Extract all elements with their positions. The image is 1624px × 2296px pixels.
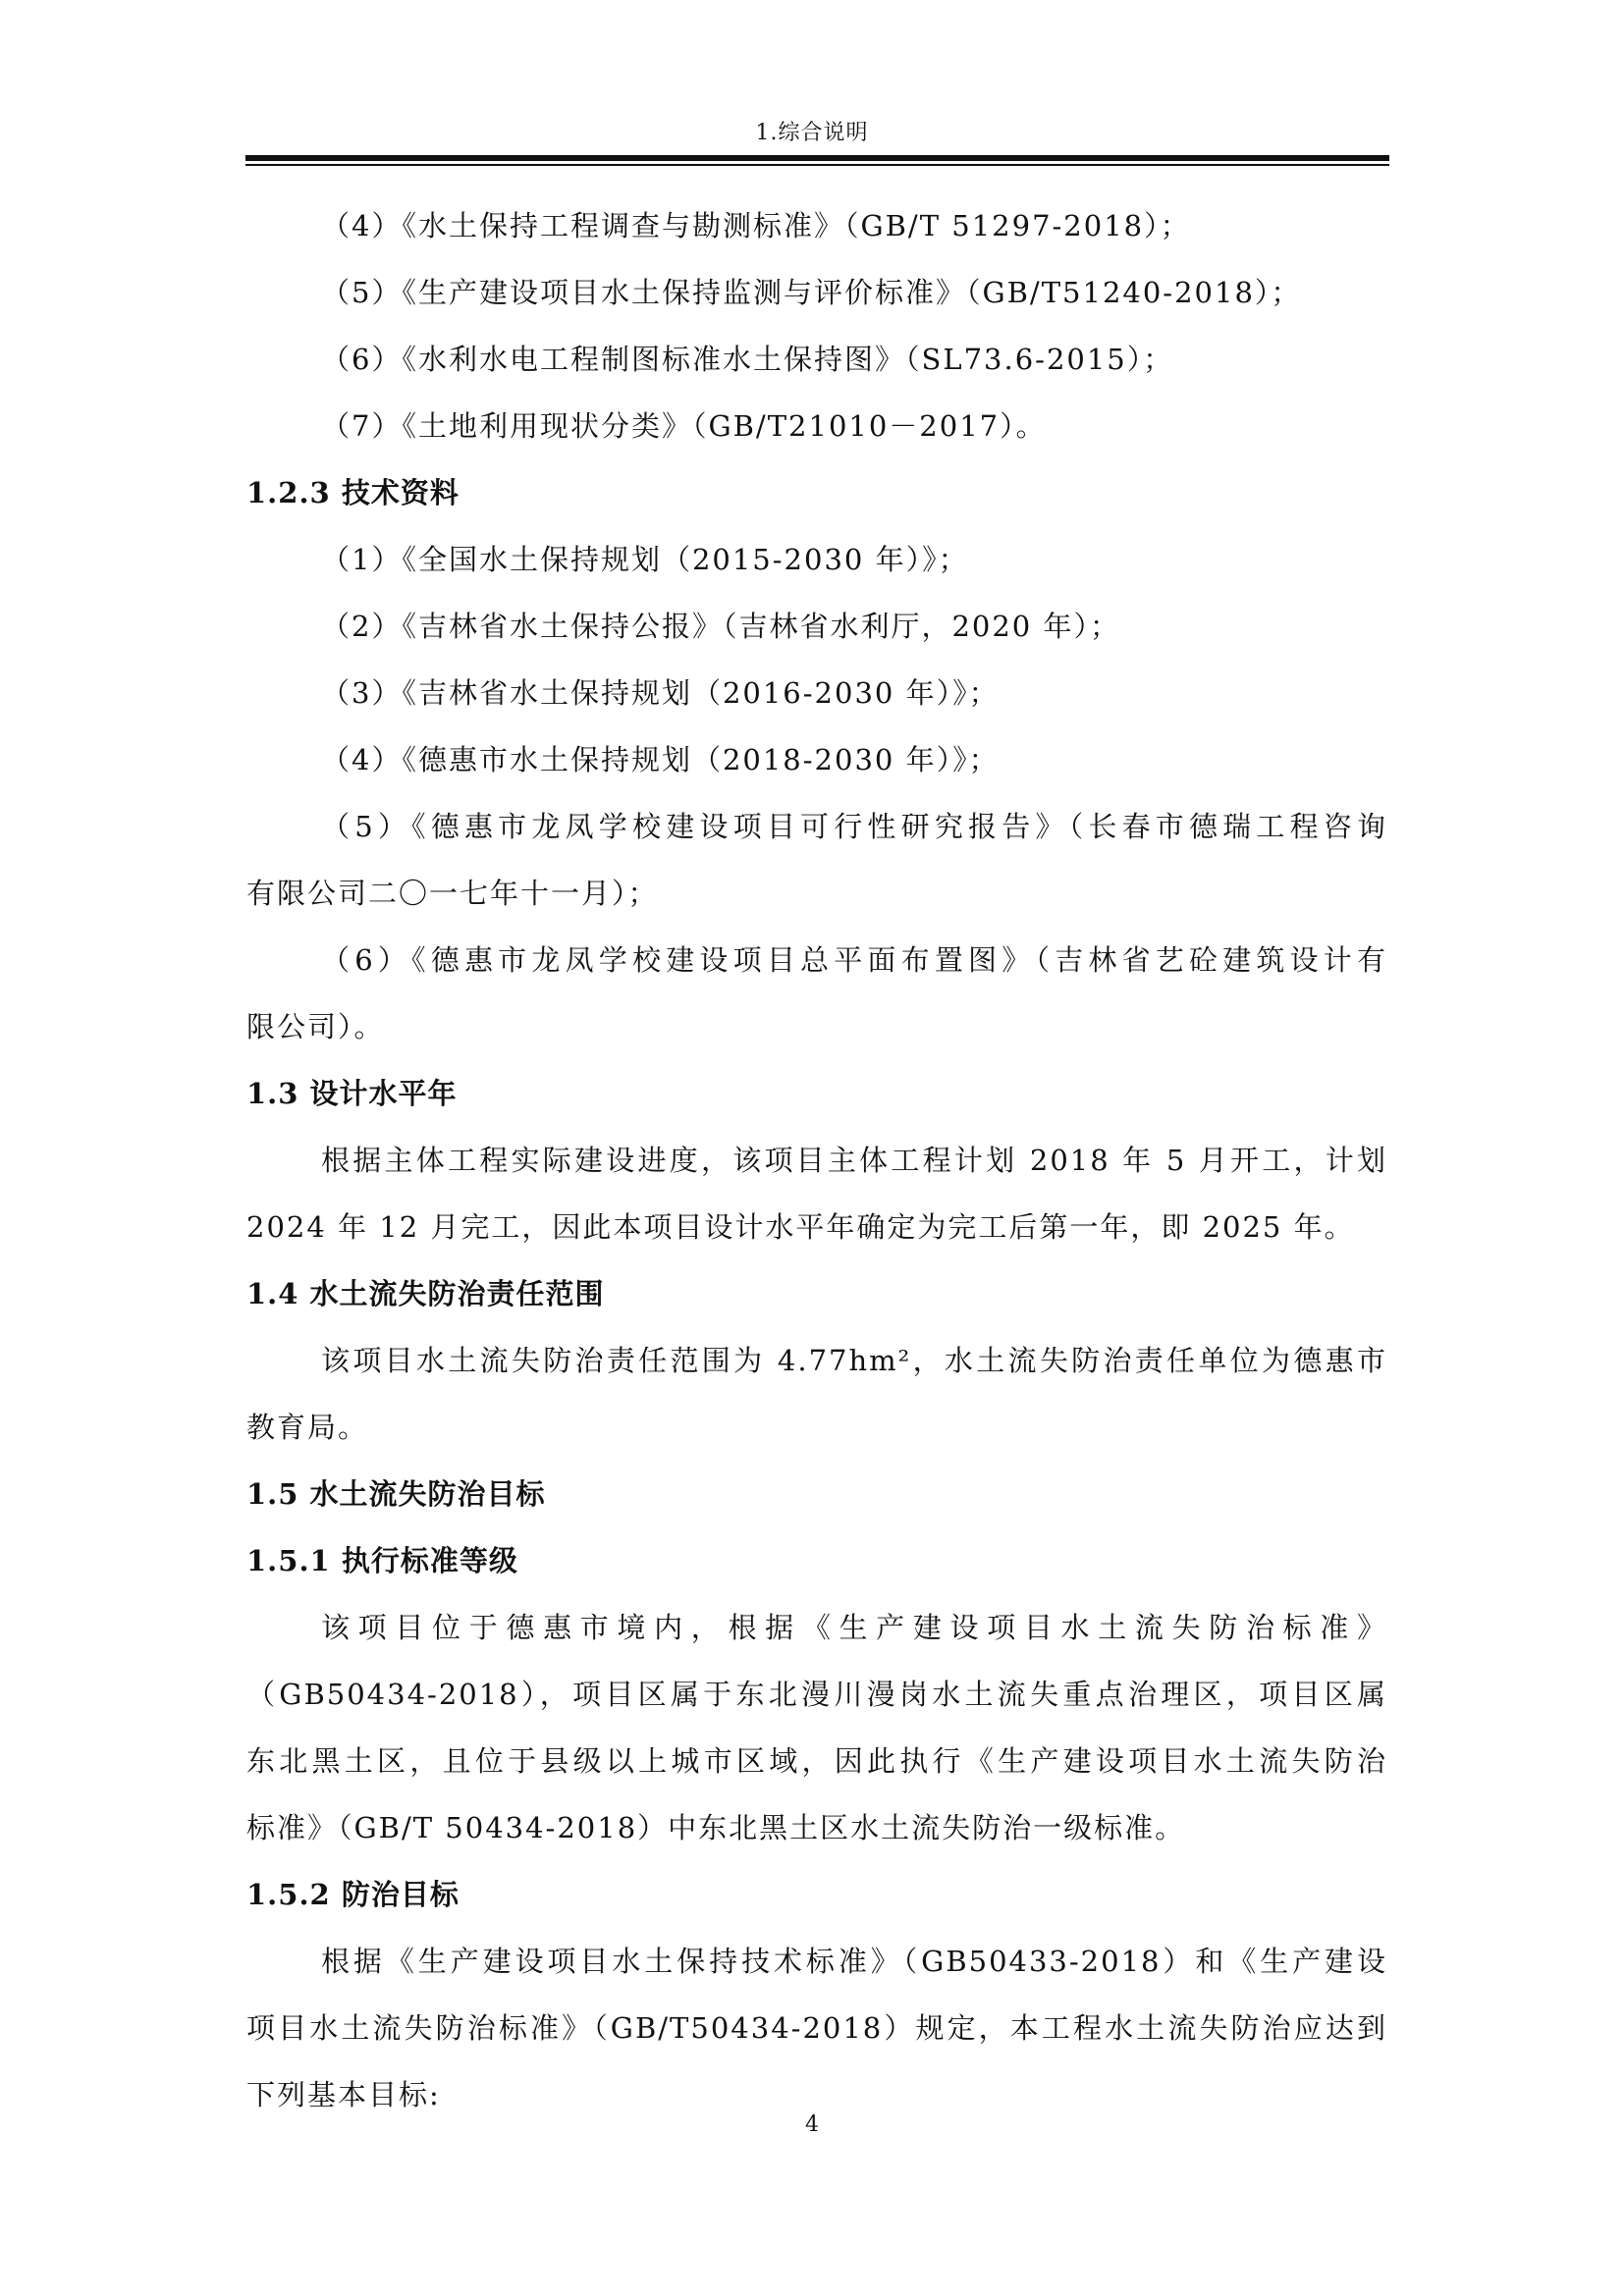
technical-material-item-3: （3）《吉林省水土保持规划（2016-2030 年）》；	[321, 676, 1000, 710]
technical-material-item-1: （1）《全国水土保持规划（2015-2030 年）》；	[321, 543, 969, 576]
technical-material-item-5-line-2: 有限公司二〇一七年十一月）；	[246, 877, 659, 910]
section-heading-1-3: 1.3 设计水平年	[246, 1077, 458, 1110]
page-number: 4	[805, 2112, 819, 2137]
reference-item-7: （7）《土地利用现状分类》（GB/T21010－2017）。	[321, 409, 1047, 443]
standard-level-paragraph-line-1: 该项目位于德惠市境内，根据《生产建设项目水土流失防治标准》	[321, 1611, 1387, 1644]
responsibility-paragraph-line-2: 教育局。	[246, 1411, 369, 1444]
technical-material-item-5-line-1: （5）《德惠市龙凤学校建设项目可行性研究报告》（长春市德瑞工程咨询	[321, 810, 1387, 843]
section-heading-1-5-1: 1.5.1 执行标准等级	[246, 1544, 518, 1577]
prevention-target-paragraph-line-3: 下列基本目标:	[246, 2078, 441, 2111]
standard-level-paragraph-line-3: 东北黑土区，且位于县级以上城市区域，因此执行《生产建设项目水土流失防治	[246, 1744, 1387, 1778]
reference-item-6: （6）《水利水电工程制图标准水土保持图》（SL73.6-2015）；	[321, 343, 1174, 376]
prevention-target-paragraph-line-1: 根据《生产建设项目水土保持技术标准》（GB50433-2018）和《生产建设	[321, 1945, 1387, 1978]
section-heading-1-2-3: 1.2.3 技术资料	[246, 476, 460, 509]
standard-level-paragraph-line-4: 标准》（GB/T 50434-2018）中东北黑土区水土流失防治一级标准。	[246, 1811, 1186, 1844]
section-heading-1-5-2: 1.5.2 防治目标	[246, 1878, 460, 1911]
running-header-title: 1.综合说明	[755, 121, 869, 145]
design-year-paragraph-line-2: 2024 年 12 月完工，因此本项目设计水平年确定为完工后第一年，即 2025 年。	[246, 1210, 1355, 1244]
reference-item-4: （4）《水土保持工程调查与勘测标准》（GB/T 51297-2018）；	[321, 209, 1191, 242]
standard-level-paragraph-line-2: （GB50434-2018），项目区属于东北漫川漫岗水土流失重点治理区，项目区属	[246, 1678, 1387, 1711]
technical-material-item-4: （4）《德惠市水土保持规划（2018-2030 年）》；	[321, 743, 1000, 776]
technical-material-item-6-line-1: （6）《德惠市龙凤学校建设项目总平面布置图》（吉林省艺砼建筑设计有	[321, 943, 1387, 977]
technical-material-item-6-line-2: 限公司）。	[246, 1010, 385, 1043]
responsibility-paragraph-line-1: 该项目水土流失防治责任范围为 4.77hm²，水土流失防治责任单位为德惠市	[321, 1344, 1387, 1377]
section-heading-1-4: 1.4 水土流失防治责任范围	[246, 1277, 605, 1310]
header-rule-thick	[245, 155, 1389, 161]
design-year-paragraph-line-1: 根据主体工程实际建设进度，该项目主体工程计划 2018 年 5 月开工，计划	[321, 1144, 1387, 1177]
technical-material-item-2: （2）《吉林省水土保持公报》（吉林省水利厅，2020 年）；	[321, 610, 1120, 643]
document-body	[246, 192, 1387, 2128]
section-heading-1-5: 1.5 水土流失防治目标	[246, 1477, 546, 1511]
prevention-target-paragraph-line-2: 项目水土流失防治标准》（GB/T50434-2018）规定，本工程水土流失防治应达到	[246, 2011, 1387, 2045]
header-rule-thin	[245, 164, 1389, 166]
reference-item-5: （5）《生产建设项目水土保持监测与评价标准》（GB/T51240-2018）；	[321, 276, 1302, 309]
